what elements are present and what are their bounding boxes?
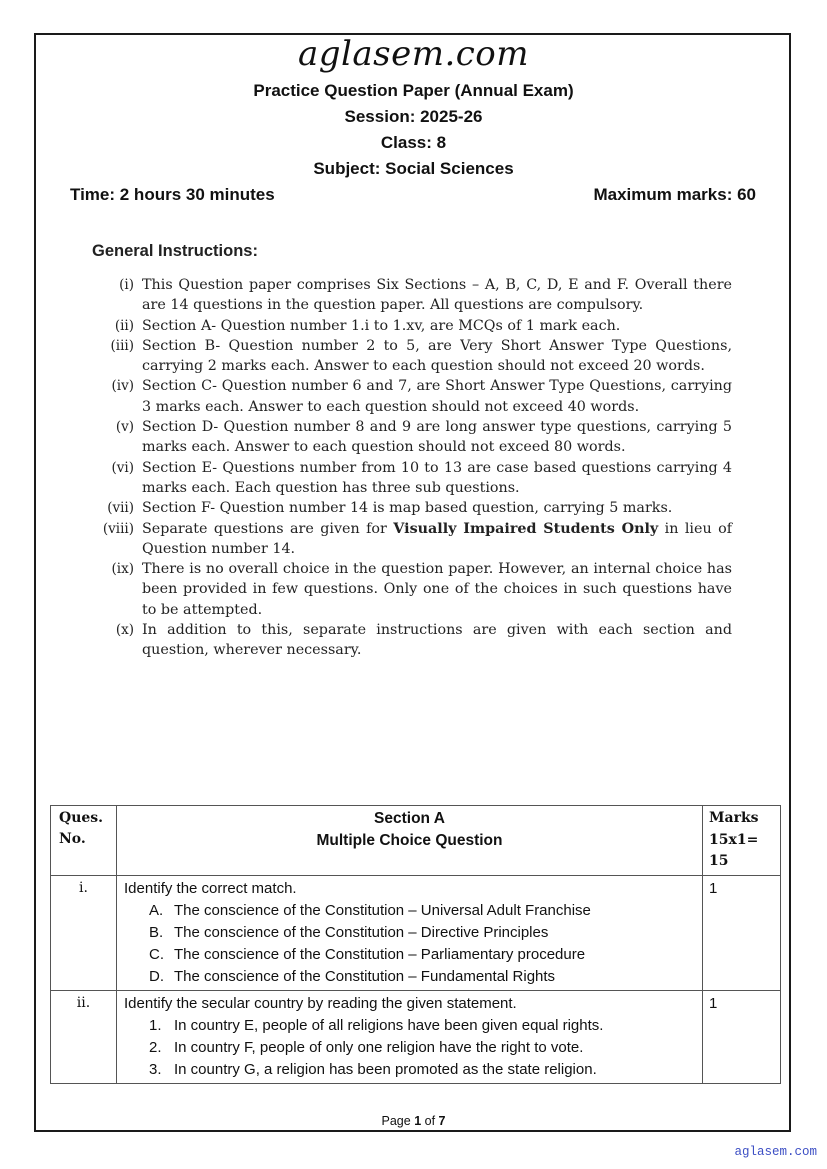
subject: Subject: Social Sciences	[313, 159, 514, 178]
instruction-item	[92, 336, 732, 377]
option-text: The conscience of the Constitution – Universal Adult Franchise	[174, 901, 591, 919]
option-label: D.	[149, 967, 164, 985]
instruction-item	[92, 559, 732, 620]
instruction-item	[92, 498, 732, 518]
question-number: ii.	[51, 990, 117, 1083]
question-stem: Identify the secular country by reading the given statement.	[124, 994, 517, 1012]
instruction-number: (vii)	[107, 500, 134, 517]
instruction-number: (iv)	[111, 378, 134, 395]
question-option	[124, 1059, 695, 1081]
instruction-text-part: Separate questions are given for	[142, 520, 394, 537]
page-total: 7	[438, 1114, 446, 1128]
question-stem: Identify the correct match.	[124, 879, 297, 897]
header-text: Marks	[709, 810, 759, 826]
question-marks: 1	[703, 875, 781, 990]
option-text: In country E, people of all religions have been given equal rights.	[174, 1016, 604, 1034]
instruction-text	[142, 519, 732, 560]
page-label: Page	[381, 1114, 415, 1128]
question-option	[124, 1037, 695, 1059]
question-marks: 1	[703, 990, 781, 1083]
question-body	[117, 990, 703, 1083]
instruction-text: Section C- Question number 6 and 7, are Short Answer Type Questions, carrying 3 marks each. Answer to each question should not exceed 40 words.	[142, 378, 732, 415]
section-a-table	[50, 805, 781, 1084]
instruction-text-part: in lieu of Question number 14.	[142, 520, 732, 557]
instruction-number: (v)	[115, 419, 134, 436]
header-text: No.	[59, 831, 86, 847]
page-current: 1	[414, 1114, 422, 1128]
table-row	[51, 875, 781, 990]
header-text: 15x1=	[709, 831, 759, 848]
option-label: 2.	[149, 1038, 162, 1056]
section-title: Section A	[374, 810, 445, 827]
instruction-item	[92, 458, 732, 499]
general-instructions-list	[92, 275, 732, 661]
option-text: In country G, a religion has been promoted as the state religion.	[174, 1060, 597, 1078]
instruction-number: (x)	[115, 622, 134, 639]
instruction-item	[92, 620, 732, 661]
page-of: of	[421, 1114, 439, 1128]
instruction-item	[92, 275, 732, 316]
instruction-number: (iii)	[110, 337, 134, 354]
instruction-text: This Question paper comprises Six Sections – A, B, C, D, E and F. Overall there are 14 questions in the question paper. All questions are compulsory.	[142, 277, 732, 314]
paper-title: Practice Question Paper (Annual Exam)	[253, 81, 574, 100]
header-question-number	[51, 806, 117, 876]
question-option	[124, 1015, 695, 1037]
table-row	[51, 990, 781, 1083]
instruction-text: Section D- Question number 8 and 9 are long answer type questions, carrying 5 marks each. Answer to each question should not exceed 80 words.	[142, 419, 732, 456]
question-option	[124, 922, 695, 944]
instruction-number: (vi)	[111, 459, 134, 476]
instruction-text: Section B- Question number 2 to 5, are Very Short Answer Type Questions, carrying 2 marks each. Answer to each question should not exceed 20 words.	[142, 337, 732, 375]
instruction-item	[92, 316, 732, 336]
instruction-item	[92, 417, 732, 458]
instruction-number: (ix)	[111, 561, 134, 578]
class: Class: 8	[380, 133, 447, 152]
page-footer	[0, 1114, 827, 1128]
table-header-row	[51, 806, 781, 876]
watermark-link[interactable]: aglasem.com	[734, 1145, 817, 1159]
header-text: Ques.	[59, 810, 104, 826]
option-label: A.	[149, 901, 164, 919]
maximum-marks: Maximum marks: 60	[593, 185, 756, 204]
option-label: 1.	[149, 1016, 162, 1034]
instruction-number: (ii)	[114, 317, 134, 334]
instruction-text-bold: Visually Impaired Students Only	[393, 520, 659, 537]
section-subtitle: Multiple Choice Question	[316, 832, 503, 849]
instruction-text: There is no overall choice in the question paper. However, an internal choice has been provided in few questions. Only one of the choices in such questions have to be attempted.	[142, 561, 732, 618]
exam-time: Time: 2 hours 30 minutes	[70, 185, 275, 204]
general-instructions-title: General Instructions:	[92, 242, 258, 260]
question-option	[124, 900, 695, 922]
site-logo: aglasem.com	[297, 34, 530, 74]
header-marks	[703, 806, 781, 876]
option-text: The conscience of the Constitution – Parliamentary procedure	[174, 945, 586, 963]
session: Session: 2025-26	[344, 107, 483, 126]
instruction-text: Section A- Question number 1.i to 1.xv, are MCQs of 1 mark each.	[142, 317, 621, 334]
option-label: 3.	[149, 1060, 162, 1078]
question-option	[124, 944, 695, 966]
question-body	[117, 875, 703, 990]
instruction-text: Section F- Question number 14 is map based question, carrying 5 marks.	[142, 500, 673, 517]
header-text: 15	[709, 853, 729, 869]
option-text: In country F, people of only one religion have the right to vote.	[174, 1038, 584, 1056]
question-number: i.	[51, 875, 117, 990]
instruction-item	[92, 519, 732, 560]
instruction-item	[92, 376, 732, 417]
instruction-number: (i)	[119, 277, 134, 293]
option-label: B.	[149, 923, 164, 941]
header-section	[117, 806, 703, 876]
option-text: The conscience of the Constitution – Directive Principles	[174, 923, 549, 941]
instruction-text: Section E- Questions number from 10 to 13 are case based questions carrying 4 marks each. Each question has three sub questions.	[142, 459, 732, 496]
instruction-number: (viii)	[102, 520, 134, 537]
question-option	[124, 966, 695, 988]
option-label: C.	[149, 945, 164, 963]
instruction-text: In addition to this, separate instructions are given with each section and question, wherever necessary.	[142, 622, 732, 659]
option-text: The conscience of the Constitution – Fundamental Rights	[174, 967, 556, 985]
